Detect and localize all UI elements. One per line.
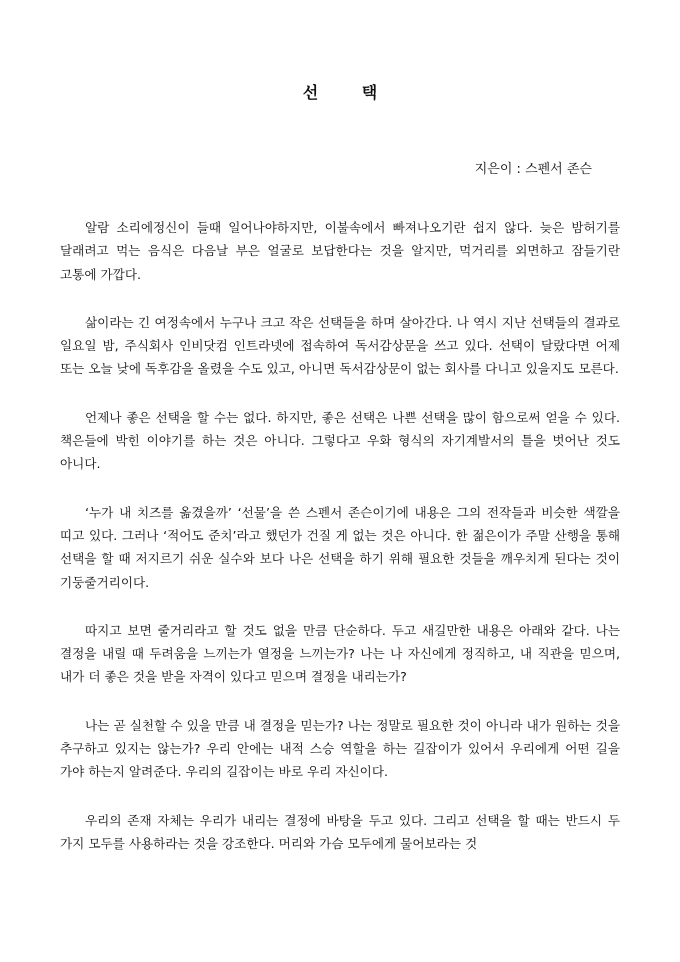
author-line: 지은이 : 스펜서 존슨 <box>474 162 592 177</box>
paragraph: 알람 소리에정신이 들때 일어나야하지만, 이불속에서 빠져나오기란 쉽지 않다. 늦은 밤허기를 달래려고 먹는 음식은 다음날 부은 얼굴로 보답한다는 것을 알지만, 먹거리를 외면하고 잠들기란 고통에 가깝다. <box>60 220 620 282</box>
paragraph: 삶이라는 긴 여정속에서 누구나 크고 작은 선택들을 하며 살아간다. 나 역시 지난 선택들의 결과로 일요일 밤, 주식회사 인비닷컴 인트라넷에 접속하여 독서감상문을 쓰고 있다. 선택이 달랐다면 어제 또는 오늘 낮에 독후감을 올렸을 수도 있고, 아니면 독서감상문이 없는 회사를 다니고 있을지도 모른다. <box>60 314 620 377</box>
paragraph: 우리의 존재 자체는 우리가 내리는 결정에 바탕을 두고 있다. 그리고 선택을 할 때는 반드시 두 가지 모두를 사용하라는 것을 강조한다. 머리와 가슴 모두에게 물어보라는 것 <box>60 812 620 851</box>
paragraph: ‘누가 내 치즈를 옮겼을까’ ‘선물’을 쓴 스펜서 존슨이기에 내용은 그의 전작들과 비슷한 색깔을 띠고 있다. 그러나 ‘적어도 준치’라고 했던가 건질 게 없는 것은 아니다. 한 젊은이가 주말 산행을 통해 선택을 할 때 저지르기 쉬운 실수와 보다 나은 선택을 하기 위해 필요한 것들을 깨우치게 된다는 것이 기둥줄거리이다. <box>60 504 620 590</box>
paragraph: 언제나 좋은 선택을 할 수는 없다. 하지만, 좋은 선택은 나쁜 선택을 많이 함으로써 얻을 수 있다. 책은들에 박힌 이야기를 하는 것은 아니다. 그렇다고 우화 형식의 자기계발서의 틀을 벗어난 것도 아니다. <box>60 409 620 472</box>
document-body <box>60 216 620 880</box>
paragraph: 나는 곧 실천할 수 있을 만큼 내 결정을 믿는가? 나는 정말로 필요한 것이 아니라 내가 원하는 것을 추구하고 있지는 않는가? 우리 안에는 내적 스승 역할을 하는 길잡이가 있어서 우리에게 어떤 길을 가야 하는지 알려준다. 우리의 길잡이는 바로 우리 자신이다. <box>60 717 620 780</box>
document-title: 선 택 <box>302 83 378 102</box>
paragraph: 따지고 보면 줄거리라고 할 것도 없을 만큼 단순하다. 두고 새길만한 내용은 아래와 같다. 나는 결정을 내릴 때 두려움을 느끼는가 열정을 느끼는가? 나는 나 자신에게 정직하고, 내 직관을 믿으며, 내가 더 좋은 것을 받을 자격이 있다고 믿으며 결정을 내리는가? <box>60 622 620 685</box>
